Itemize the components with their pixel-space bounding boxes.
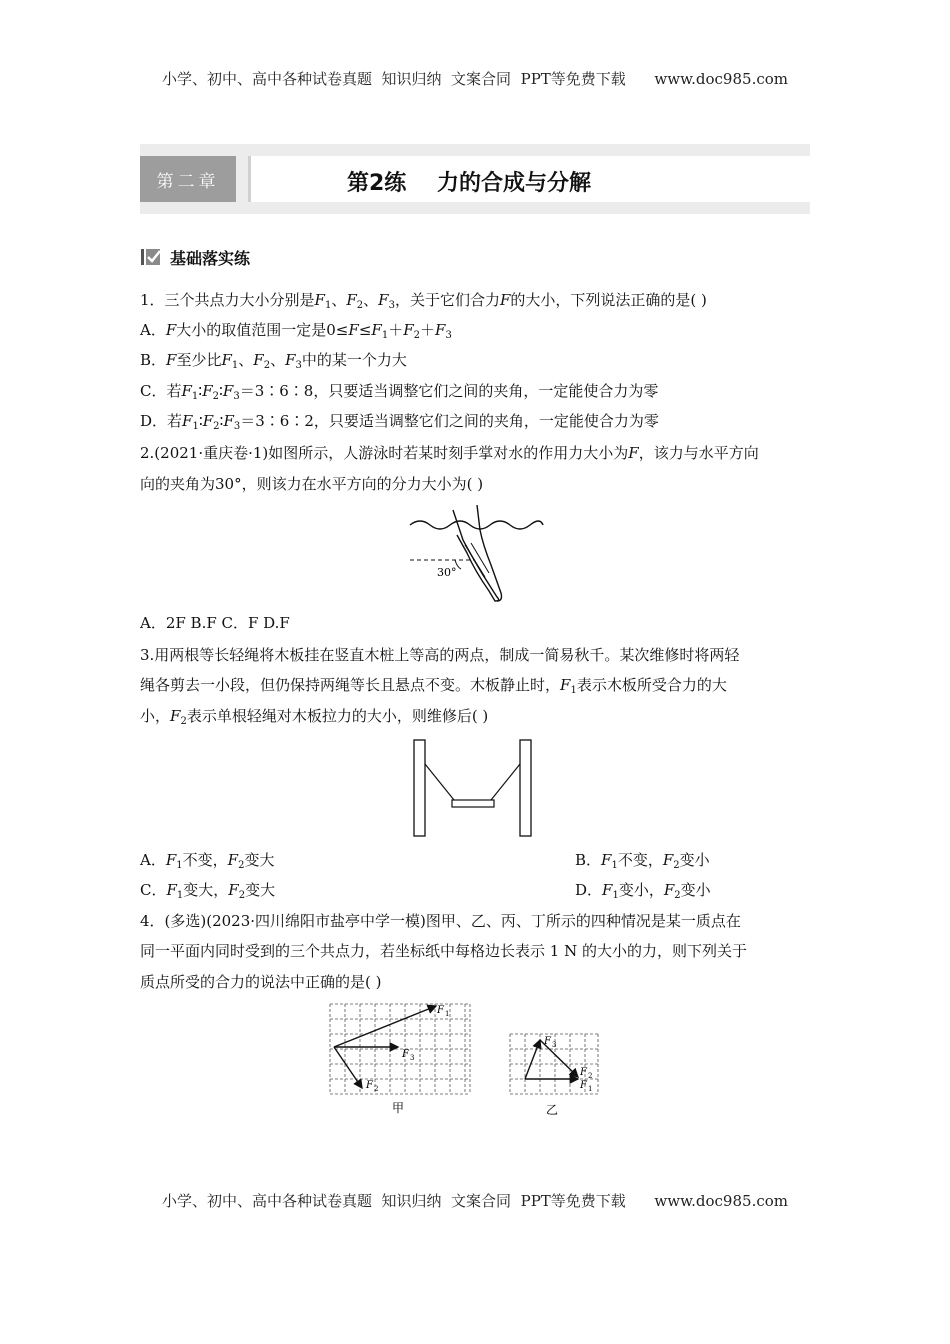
q1-stem: 1．三个共点力大小分别是$F_1$、$F_2$、$F_3$，关于它们合力F的大小，下列说法正确的是( ) (140, 291, 707, 311)
svg-text:F: F (366, 1080, 373, 1091)
q1-option-a: A．F大小的取值范围一定是$0\le F\le F_1+F_2+F_3$ (140, 321, 452, 341)
chapter-banner (140, 144, 810, 214)
chapter-title-box (248, 156, 813, 202)
page-footer: 小学、初中、高中各种试卷真题 知识归纳 文案合同 PPT等免费下载 www.doc985.com (161, 1192, 788, 1210)
svg-text:F: F (402, 1049, 409, 1060)
fig-label-jia: 甲 (392, 1101, 405, 1115)
fig-label-yi: 乙 (546, 1103, 559, 1117)
q3-line3: 小，$F_2$表示单根轻绳对木板拉力的大小，则维修后( ) (140, 707, 489, 727)
svg-text:F: F (437, 1005, 444, 1016)
svg-text:F: F (580, 1067, 587, 1078)
q2-line2: 向的夹角为30°，则该力在水平方向的分力大小为( ) (140, 475, 484, 493)
q1-option-b: B．F至少比$F_1$、$F_2$、$F_3$中的某一个力大 (140, 351, 407, 371)
checklist-icon (140, 246, 162, 268)
q2-options: A．2F B.F C．F D.F (140, 614, 290, 632)
svg-text:2: 2 (588, 1072, 593, 1080)
q4-line2: 同一平面内同时受到的三个共点力，若坐标纸中每格边长表示 1 N 的大小的力，则下列关于 (140, 942, 747, 960)
q3-line1: 3.用两根等长轻绳将木板挂在竖直木桩上等高的两点，制成一简易秋千。某次维修时将两轻 (140, 646, 740, 664)
svg-text:3: 3 (552, 1041, 557, 1049)
q1-option-c: C．若$F_1∶F_2∶F_3=3∶6∶8$，只要适当调整它们之间的夹角，一定能使合力为零 (140, 382, 659, 402)
svg-text:1: 1 (445, 1010, 450, 1018)
svg-text:3: 3 (410, 1054, 415, 1062)
force-grid-yi (506, 1030, 602, 1120)
force-grid-jia (326, 1000, 476, 1120)
svg-text:F: F (544, 1036, 551, 1047)
section-heading (140, 244, 250, 270)
q3-line2: 绳各剪去一小段，但仍保持两绳等长且悬点不变。木板静止时，$F_1$表示木板所受合力的大 (140, 676, 727, 696)
q1-option-d: D．若$F_1∶F_2∶F_3=3∶6∶2$，只要适当调整它们之间的夹角，一定能使合力为零 (140, 412, 659, 432)
swing-figure (412, 738, 538, 838)
section-title: 基础落实练 (170, 248, 251, 268)
swimmer-hand-figure (405, 505, 545, 605)
svg-text:F: F (580, 1080, 587, 1091)
svg-text:2: 2 (374, 1085, 379, 1093)
chapter-title: 第2练 力的合成与分解 (347, 171, 591, 196)
q4-line1: 4．(多选)(2023·四川绵阳市盐亭中学一模)图甲、乙、丙、丁所示的四种情况是某一质点在 (140, 912, 741, 930)
svg-text:1: 1 (588, 1085, 593, 1093)
angle-label: 30° (437, 566, 457, 579)
page-header: 小学、初中、高中各种试卷真题 知识归纳 文案合同 PPT等免费下载 www.doc985.com (161, 70, 788, 88)
chapter-tab: 第二章 (140, 156, 236, 202)
q2-line1: 2.(2021·重庆卷·1)如图所示，人游泳时若某时刻手掌对水的作用力大小为F，该力与水平方向 (140, 444, 759, 462)
q4-line3: 质点所受的合力的说法中正确的是( ) (140, 973, 382, 991)
q3-options-row1: A．$F_1$不变，$F_2$变大 B．$F_1$不变，$F_2$变小 (140, 851, 710, 871)
q3-options-row2: C．$F_1$变大，$F_2$变大 D．$F_1$变小，$F_2$变小 (140, 881, 711, 901)
